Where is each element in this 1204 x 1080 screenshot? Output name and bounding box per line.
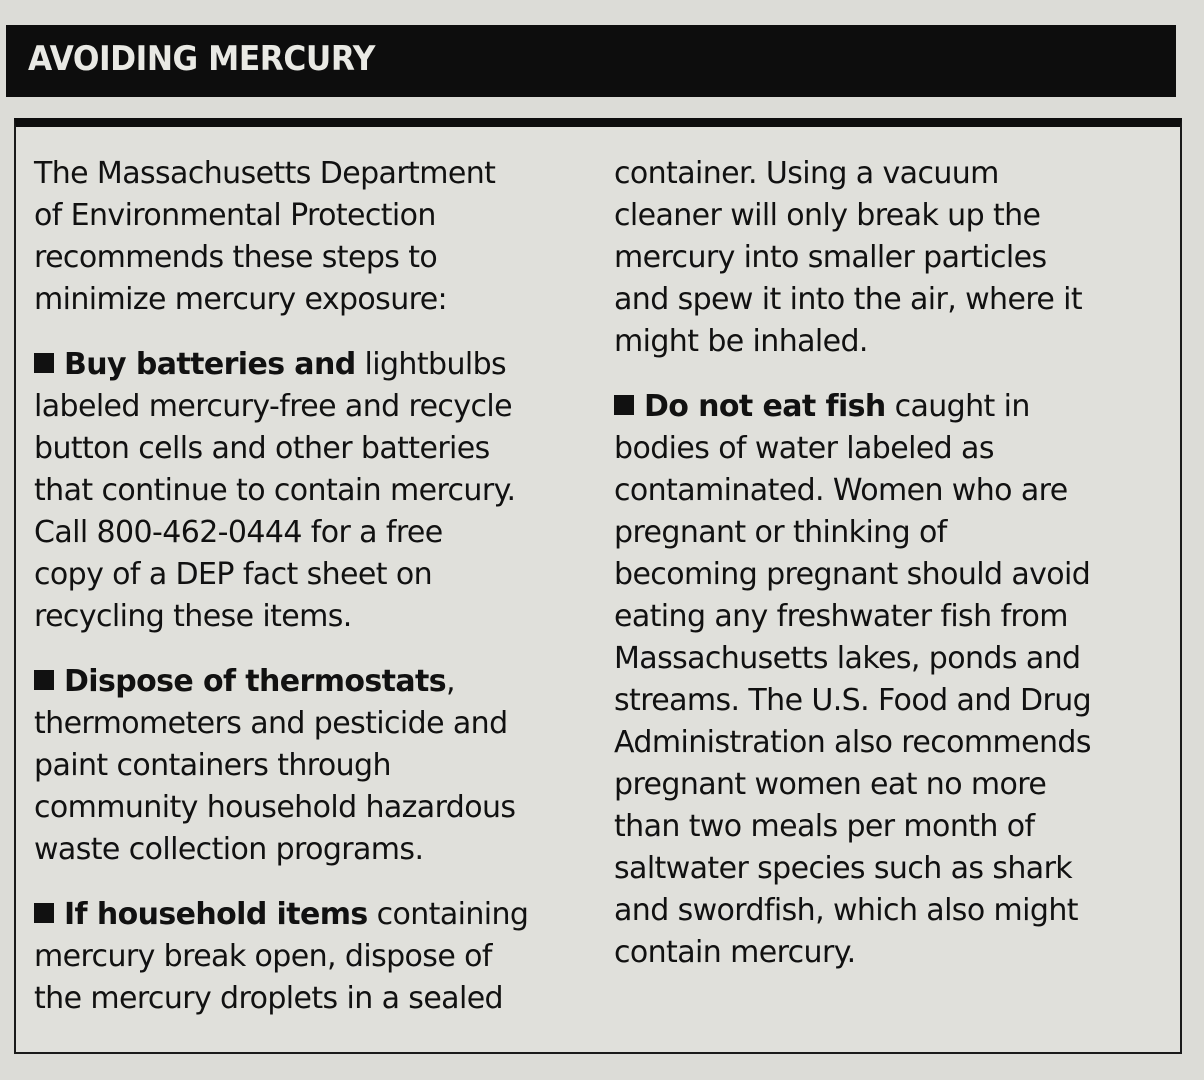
tip-line: Massachusetts lakes, ponds and — [614, 641, 1081, 676]
tip-line: button cells and other batteries — [34, 431, 490, 466]
tip-line: saltwater species such as shark — [614, 851, 1073, 886]
right-column — [614, 153, 1174, 974]
headline-bar — [6, 25, 1176, 97]
tip-line: mercury into smaller particles — [614, 240, 1047, 275]
tip-line: might be inhaled. — [614, 324, 868, 359]
tip-line: community household hazardous — [34, 790, 516, 825]
tip-line: contaminated. Women who are — [614, 473, 1068, 508]
tip-line: eating any freshwater fish from — [614, 599, 1068, 634]
tip-line: waste collection programs. — [34, 832, 424, 867]
tip-line: cleaner will only break up the — [614, 198, 1041, 233]
square-bullet-icon — [34, 670, 54, 690]
tip-first-line — [34, 661, 594, 703]
tip-line: that continue to contain mercury. — [34, 473, 516, 508]
tip-line: becoming pregnant should avoid — [614, 557, 1091, 592]
tip-line: thermometers and pesticide and — [34, 706, 508, 741]
tip-line: Administration also recommends — [614, 725, 1091, 760]
tip-line: copy of a DEP fact sheet on — [34, 557, 432, 592]
tip-line: than two meals per month of — [614, 809, 1035, 844]
tip-thermostats — [34, 661, 594, 871]
tip-line: contain mercury. — [614, 935, 856, 970]
intro-line: recommends these steps to — [34, 240, 438, 275]
headline: AVOIDING MERCURY — [28, 39, 375, 79]
tip-lead: If household items — [64, 897, 368, 932]
left-column — [34, 153, 594, 1020]
tip-line: streams. The U.S. Food and Drug — [614, 683, 1092, 718]
tip-line: the mercury droplets in a sealed — [34, 981, 504, 1016]
tip-lead: Do not eat fish — [644, 389, 886, 424]
square-bullet-icon — [614, 395, 634, 415]
tip-line: pregnant women eat no more — [614, 767, 1047, 802]
tip-line: and swordfish, which also might — [614, 893, 1078, 928]
square-bullet-icon — [34, 903, 54, 923]
intro-paragraph — [34, 153, 594, 321]
tip-lead: Buy batteries and — [64, 347, 356, 382]
tip-first-line — [34, 894, 594, 936]
tip-text: , — [446, 664, 455, 699]
square-bullet-icon — [34, 353, 54, 373]
tip-text: containing — [367, 897, 529, 932]
intro-line: The Massachusetts Department — [34, 156, 496, 191]
tip-line: recycling these items. — [34, 599, 352, 634]
tip-first-line — [34, 344, 594, 386]
tip-line: paint containers through — [34, 748, 391, 783]
tip-line: labeled mercury-free and recycle — [34, 389, 512, 424]
tip-batteries — [34, 344, 594, 638]
tip-text: caught in — [885, 389, 1030, 424]
tip-first-line — [614, 386, 1174, 428]
sidebar-box — [14, 118, 1182, 1054]
intro-line: of Environmental Protection — [34, 198, 436, 233]
tip-line: Call 800-462-0444 for a free — [34, 515, 443, 550]
tip-household-items — [34, 894, 594, 1020]
tip-line: mercury break open, dispose of — [34, 939, 492, 974]
tip-line: bodies of water labeled as — [614, 431, 994, 466]
intro-line: minimize mercury exposure: — [34, 282, 448, 317]
tip-text: lightbulbs — [355, 347, 507, 382]
tip-household-items-continued — [614, 153, 1174, 363]
tip-line: container. Using a vacuum — [614, 156, 999, 191]
tip-lead: Dispose of thermostats — [64, 664, 447, 699]
tip-line: pregnant or thinking of — [614, 515, 947, 550]
tip-fish — [614, 386, 1174, 974]
tip-line: and spew it into the air, where it — [614, 282, 1083, 317]
